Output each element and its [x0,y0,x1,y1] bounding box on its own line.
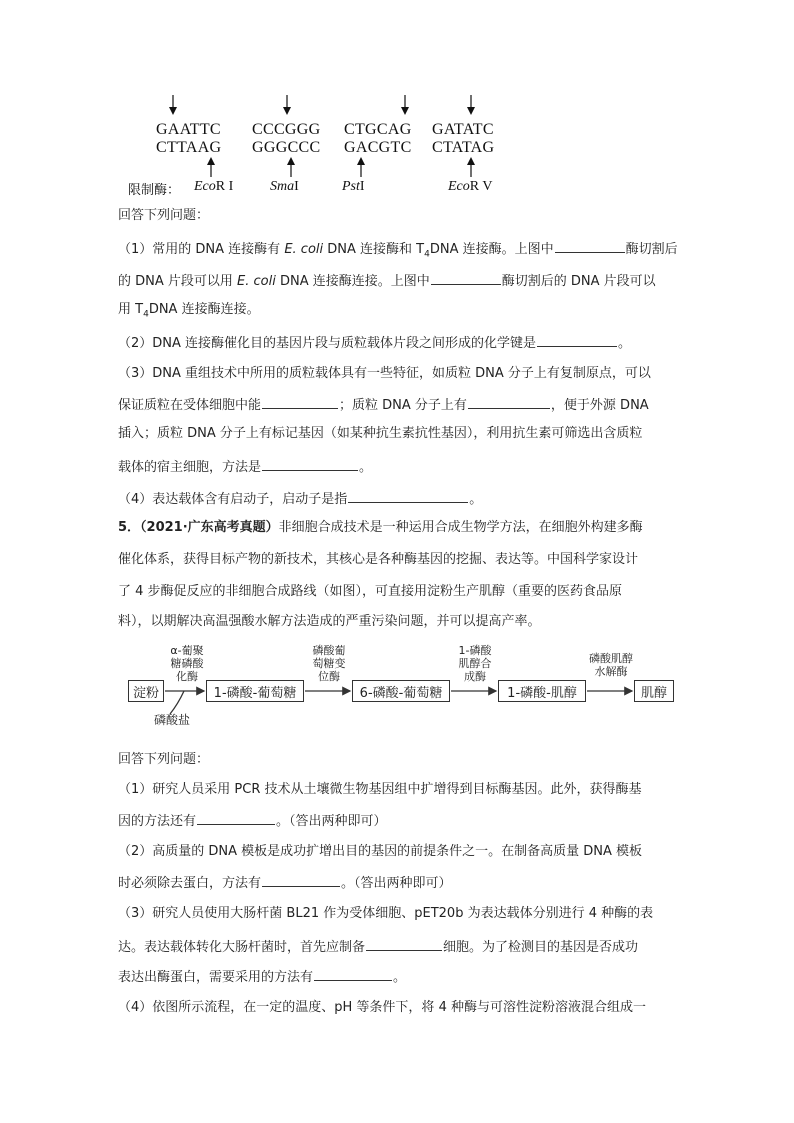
flow-box-inositol: 肌醇 [634,680,674,702]
sequence-bottom: GACGTC [344,139,412,156]
sequence-bottom: CTTAAG [156,139,222,156]
question-line: 催化体系，获得目标产物的新技术，其核心是各种酶基因的挖掘、表达等。中国科学家设计 [118,552,639,567]
answer-blank[interactable] [431,270,501,285]
question-line: （2）DNA 连接酶催化目的基因片段与质粒载体片段之间形成的化学键是 。 [118,332,678,354]
question-line: 表达出酶蛋白，需要采用的方法有 。 [118,966,678,988]
enzyme-label: PstI [342,179,365,194]
question-line: 的 DNA 片段可以用 E. coli DNA 连接酶连接。上图中 酶切割后的 DNA 片段可以 [118,270,678,292]
sequence-bottom: GGGCCC [252,139,321,156]
cut-arrow-up-icon [206,157,216,177]
cut-arrow-down-icon [466,95,476,115]
flow-box-g1p: 1-磷酸-葡萄糖 [206,680,304,702]
question-line: 料），以期解决高温强酸水解方法造成的严重污染问题，并可以提高产率。 [118,614,541,629]
question-line: （4）表达载体含有启动子，启动子是指 。 [118,488,678,510]
cut-arrow-up-icon [286,157,296,177]
question-line: （1）研究人员采用 PCR 技术从土壤微生物基因组中扩增得到目标酶基因。此外，获得酶基 [118,782,642,797]
phosphate-label: 磷酸盐 [153,713,190,727]
enzyme-label: 磷酸葡 萄糖变 位酶 [312,644,346,683]
question-line: 插入；质粒 DNA 分子上有标记基因（如某种抗生素抗性基因），利用抗生素可筛选出含质粒 [118,426,643,441]
question-line: 用 $T_4DNA$ 连接酶连接。 [118,302,260,320]
answer-blank[interactable] [314,966,392,981]
answer-intro: 回答下列问题： [118,752,210,767]
question-line: （2）高质量的 DNA 模板是成功扩增出目的基因的前提条件之一。在制备高质量 DNA 模板 [118,844,643,859]
flow-box-g6p: 6-磷酸-葡萄糖 [352,680,450,702]
answer-blank[interactable] [366,936,442,951]
question-line: 载体的宿主细胞，方法是 。 [118,456,678,478]
phosphate-input-arrow-icon [170,691,184,714]
question-line: 时必须除去蛋白，方法有 。（答出两种即可） [118,872,678,894]
flow-arrows [124,642,676,732]
question-line: （3）研究人员使用大肠杆菌 BL21 作为受体细胞、pET20b 为表达载体分别进行 4 种酶的表 [118,906,654,921]
answer-blank[interactable] [262,456,358,471]
enzyme-label: EcoR V [448,179,493,194]
answer-blank[interactable] [197,810,275,825]
sequence-top: GATATC [432,121,494,138]
flow-box-ip: 1-磷酸-肌醇 [498,680,586,702]
sequence-bottom: CTATAG [432,139,495,156]
sequence-top: GAATTC [156,121,221,138]
question-line: （1）常用的 DNA 连接酶有 E. coli DNA 连接酶和 $T_4DNA$ 连接酶。上图中 酶切割后 [118,238,678,265]
question-line: 了 4 步酶促反应的非细胞合成路线（如图），可直接用淀粉生产肌醇（重要的医药食品原 [118,584,623,599]
answer-blank[interactable] [348,488,468,503]
answer-blank[interactable] [537,332,617,347]
enzyme-label: EcoR I [194,179,234,194]
enzyme-label: 磷酸肌醇 水解酶 [589,652,633,678]
restriction-enzyme-figure [110,95,530,205]
sequence-top: CTGCAG [344,121,412,138]
question-line: 达。表达载体转化大肠杆菌时，首先应制备 细胞。为了检测目的基因是否成功 [118,936,678,958]
answer-blank[interactable] [262,394,338,409]
enzyme-label-prefix: 限制酶： [128,183,181,198]
question-number: 5．（2021·广东高考真题） [118,520,279,535]
question-line: 5．（2021·广东高考真题）非细胞合成技术是一种运用合成生物学方法，在细胞外构建多酶 [118,520,643,535]
flow-box-starch: 淀粉 [128,680,164,702]
cut-arrow-up-icon [466,157,476,177]
answer-intro: 回答下列问题： [118,208,210,223]
question-line: 因的方法还有 。（答出两种即可） [118,810,678,832]
enzyme-label: 1-磷酸 肌醇合 成酶 [458,644,492,683]
sequence-top: CCCGGG [252,121,321,138]
enzyme-label: SmaI [270,179,299,194]
question-line: （4）依图所示流程，在一定的温度、pH 等条件下，将 4 种酶与可溶性淀粉溶液混合组成一 [118,1000,646,1015]
cut-arrow-down-icon [282,95,292,115]
question-line: 保证质粒在受体细胞中能 ；质粒 DNA 分子上有 ，便于外源 DNA [118,394,678,416]
question-line: （3）DNA 重组技术中所用的质粒载体具有一些特征，如质粒 DNA 分子上有复制原点，可以 [118,366,651,381]
enzyme-label: α-葡聚 糖磷酸 化酶 [170,644,204,683]
cut-arrow-down-icon [168,95,178,115]
answer-blank[interactable] [262,872,340,887]
cut-arrow-down-icon [400,95,410,115]
cut-arrow-up-icon [356,157,366,177]
answer-blank[interactable] [555,238,625,253]
synthesis-flow-diagram [124,642,676,732]
answer-blank[interactable] [468,394,550,409]
